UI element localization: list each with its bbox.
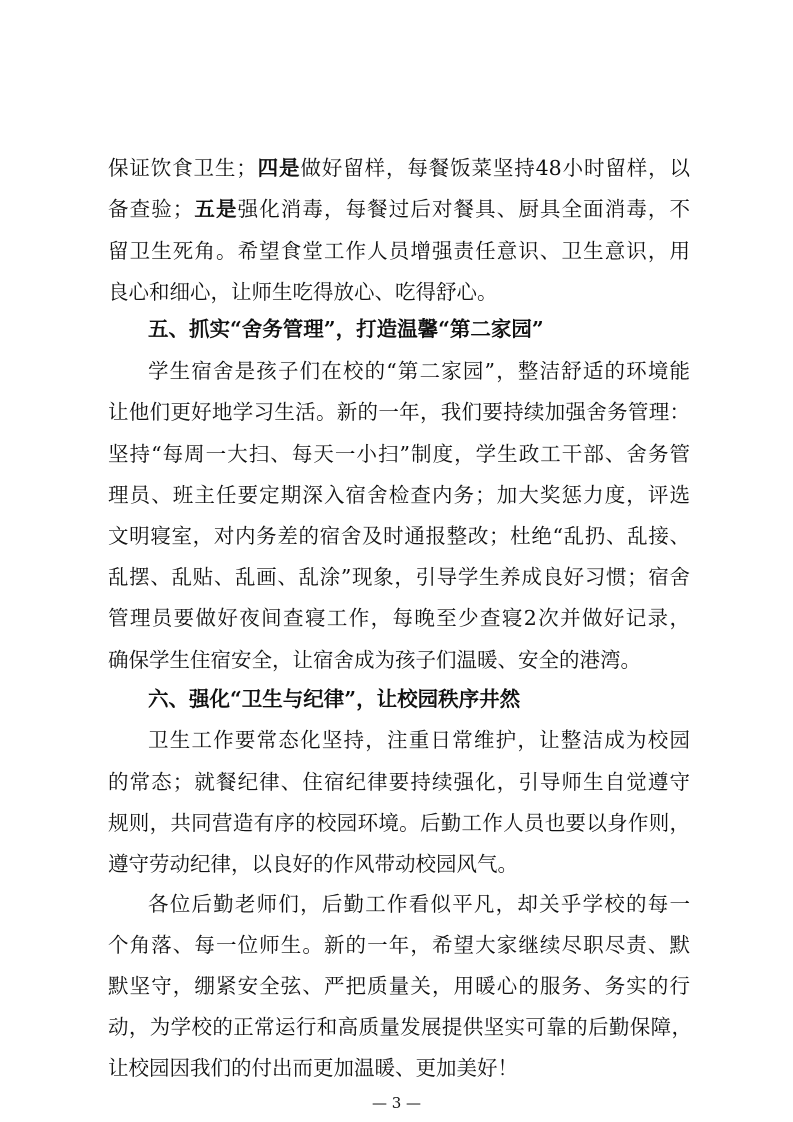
body-text-line: 理员、班主任要定期深入宿舍检查内务；加大奖惩力度，评选: [108, 483, 690, 507]
body-text-line: 保证饮食卫生；四是做好留样，每餐饭菜坚持48小时留样，以: [108, 156, 691, 180]
body-text-line: 良心和细心，让师生吃得放心、吃得舒心。: [108, 280, 498, 304]
section-heading: 六、强化“卫生与纪律”，让校园秩序井然: [148, 687, 521, 711]
body-text-line: 让他们更好地学习生活。新的一年，我们要持续加强舍务管理：: [108, 400, 690, 424]
body-text-line: 遵守劳动纪律，以良好的作风带动校园风气。: [108, 852, 518, 876]
body-text-line: 个角落、每一位师生。新的一年，希望大家继续尽职尽责、默: [108, 933, 690, 957]
point-four-label: 四是: [256, 156, 301, 180]
point-five-label: 五是: [193, 197, 238, 221]
body-text-line: 管理员要做好夜间查寝工作，每晚至少查寝2次并做好记录，: [108, 606, 690, 630]
body-text-line: 卫生工作要常态化坚持，注重日常维护，让整洁成为校园: [148, 728, 690, 752]
body-text-line: 坚持“每周一大扫、每天一小扫”制度，学生政工干部、舍务管: [108, 442, 690, 466]
body-text-line: 备查验；五是强化消毒，每餐过后对餐具、厨具全面消毒，不: [108, 197, 691, 221]
page-number: — 3 —: [371, 1094, 422, 1112]
body-text-line: 让校园因我们的付出而更加温暖、更加美好！: [108, 1056, 518, 1080]
section-heading: 五、抓实“舍务管理”，打造温馨“第二家园”: [148, 317, 544, 341]
body-text-line: 动，为学校的正常运行和高质量发展提供坚实可靠的后勤保障，: [108, 1015, 692, 1039]
body-text-line: 学生宿舍是孩子们在校的“第二家园”，整洁舒适的环境能: [148, 359, 690, 383]
body-text-line: 默坚守，绷紧安全弦、严把质量关，用暖心的服务、务实的行: [108, 974, 690, 998]
body-text-line: 留卫生死角。希望食堂工作人员增强责任意识、卫生意识，用: [108, 239, 690, 263]
body-text-line: 确保学生住宿安全，让宿舍成为孩子们温暖、安全的港湾。: [108, 648, 641, 672]
body-text-line: 规则，共同营造有序的校园环境。后勤工作人员也要以身作则，: [108, 811, 690, 835]
body-text-line: 的常态；就餐纪律、住宿纪律要持续强化，引导师生自觉遵守: [108, 770, 690, 794]
body-text-line: 乱摆、乱贴、乱画、乱涂”现象，引导学生养成良好习惯；宿舍: [108, 565, 690, 589]
body-text-line: 各位后勤老师们，后勤工作看似平凡，却关乎学校的每一: [148, 892, 690, 916]
body-text-line: 文明寝室，对内务差的宿舍及时通报整改；杜绝“乱扔、乱接、: [108, 524, 690, 548]
